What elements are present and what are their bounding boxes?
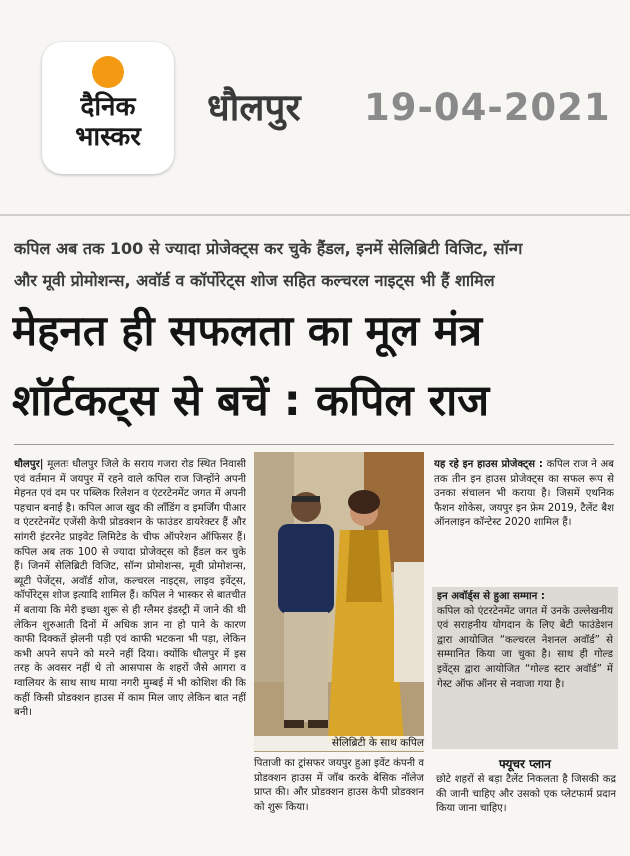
strap-line-2: और मूवी प्रोमोशन्स, अवॉर्ड व कॉर्पोरेट्स शोज सहित कल्चरल नाइट्स भी हैं शामिल	[14, 271, 495, 290]
inhouse-projects-section	[434, 458, 614, 582]
awards-section	[437, 590, 613, 748]
logo-text-line1: दैनिक	[80, 92, 136, 122]
header-divider	[0, 214, 630, 216]
article-column-2: पिताजी का ट्रांसफर जयपुर हुआ इवेंट कंपनी व प्रोडक्शन हाउस में जॉब करके बेसिक नॉलेज प्राप्त की। और प्रोडक्शन हाउस केपी प्रोडक्शन को शुरू किया।	[254, 758, 424, 813]
photo-illustration	[254, 452, 424, 752]
strap-line-1: कपिल अब तक 100 से ज्यादा प्रोजेक्ट्स कर चुके हैंडल, इनमें सेलिब्रिटी विजिट, सॉन्ग	[14, 239, 523, 258]
awards-title: इन अवॉर्ड्स से हुआ सम्मान :	[437, 591, 545, 602]
logo-text-line2: भास्कर	[75, 122, 141, 152]
celebrity-photo	[254, 452, 424, 752]
edition-city: धौलपुर	[207, 86, 301, 129]
article-column-1	[14, 458, 246, 844]
headline-line-2: शॉर्टकट्स से बचें : कपिल राज	[12, 376, 490, 426]
photo-caption: सेलिब्रिटी के साथ कपिल	[254, 736, 424, 751]
awards-text: कपिल को एंटरटेनमेंट जगत में उनके उल्लेखनीय एवं सराहनीय योगदान के लिए बेटी फाउंडेशन द्वारा आयोजित “कल्चरल नेशनल अवॉर्ड” से सम्मानित किया जा चुका है। साथ ही गोल्ड इवेंट्स द्वारा आयोजित “गोल्ड स्टार अवॉर्ड” में गेस्ट ऑफ ऑनर से नवाजा गया है।	[437, 605, 613, 690]
dateline: धौलपुर|	[14, 459, 44, 470]
future-plan-title: फ्यूचर प्लान	[499, 757, 551, 771]
headline-line-1: मेहनत ही सफलता का मूल मंत्र	[12, 306, 483, 355]
future-plan-text: छोटे शहरों से बड़ा टैलेंट निकलता है जिसकी कद्र की जानी चाहिए और उसको एक प्लेटफार्म प्रदान किया जाना चाहिए।	[436, 774, 616, 815]
sun-logo-icon	[92, 56, 124, 88]
article-body-col1: मूलतः धौलपुर जिले के सराय गजरा रोड स्थित निवासी एवं वर्तमान में जयपुर में रहने वाले कपिल राज जिन्होंने अपनी मेहनत एवं दम पर पब्लिक रिलेशन व एंटरटेनमेंट जगत में अपनी पहचान बनाई है। कपिल आज खुद की लॉंडिंग व इमर्जिंग पीआर व एंटरटेनमेंट एजेंसी केपी प्रोडक्शन के फाउंडर डायरेक्टर हैं और सांगरी इंटरनेट प्राइवेट लिमिटेड के चीफ ऑपरेशन ऑफिसर हैं। कपिल अब तक 100 से ज्यादा प्रोजेक्ट्स को हैंडल कर चुके हैं। जिनमें सेलिब्रिटी विजिट, सॉन्ग प्रोमोशन्स, मूवी प्रोमोशन्स, ब्यूटी पेजेंट्स, अवॉर्ड शोज, कल्चरल नाइट्स, लाइव इवेंट्स, कॉर्पोरेट्स शोज इत्यादि शामिल हैं। कपिल ने भास्कर से बातचीत में बताया कि मेरी इच्छा शुरू से ही ग्लैमर इंडस्ट्री में जाने की थी लेकिन शुरुआती दिनों में अधिक ज्ञान ना हो पाने के कारण काफी दिक्कतें झेलनी पड़ी एवं काफी भटकना भी पड़ा, लेकिन कभी अपने सपने को मरने नहीं दिया। क्योंकि धौलपुर में इस तरह के अवसर नहीं थे तो आसपास के शहरों जैसे आगरा व ग्वालियर के साथ साथ माया नगरी मुम्बई में भी कोशिश की कि कहीं किसी प्रोडक्शन हाउस में काम मिल जाए लेकिन बात नहीं बनी।	[14, 459, 246, 719]
headline-divider	[14, 444, 614, 445]
edition-date: 19-04-2021	[364, 86, 611, 129]
inhouse-projects-text: कपिल राज ने अब तक तीन इन हाउस प्रोजेक्ट्स का सफल रूप से उनका संचालन भी कराया है। जिसमें एथनिक फैशन शोकेस, जयपुर इन फ्रेम 2019, टैलेंट बैश ऑनलाइन कॉन्टेस्ट 2020 शामिल हैं।	[434, 459, 614, 529]
dainik-bhaskar-logo	[42, 42, 174, 174]
inhouse-projects-title: यह रहे इन हाउस प्रोजेक्ट्स :	[434, 459, 543, 470]
